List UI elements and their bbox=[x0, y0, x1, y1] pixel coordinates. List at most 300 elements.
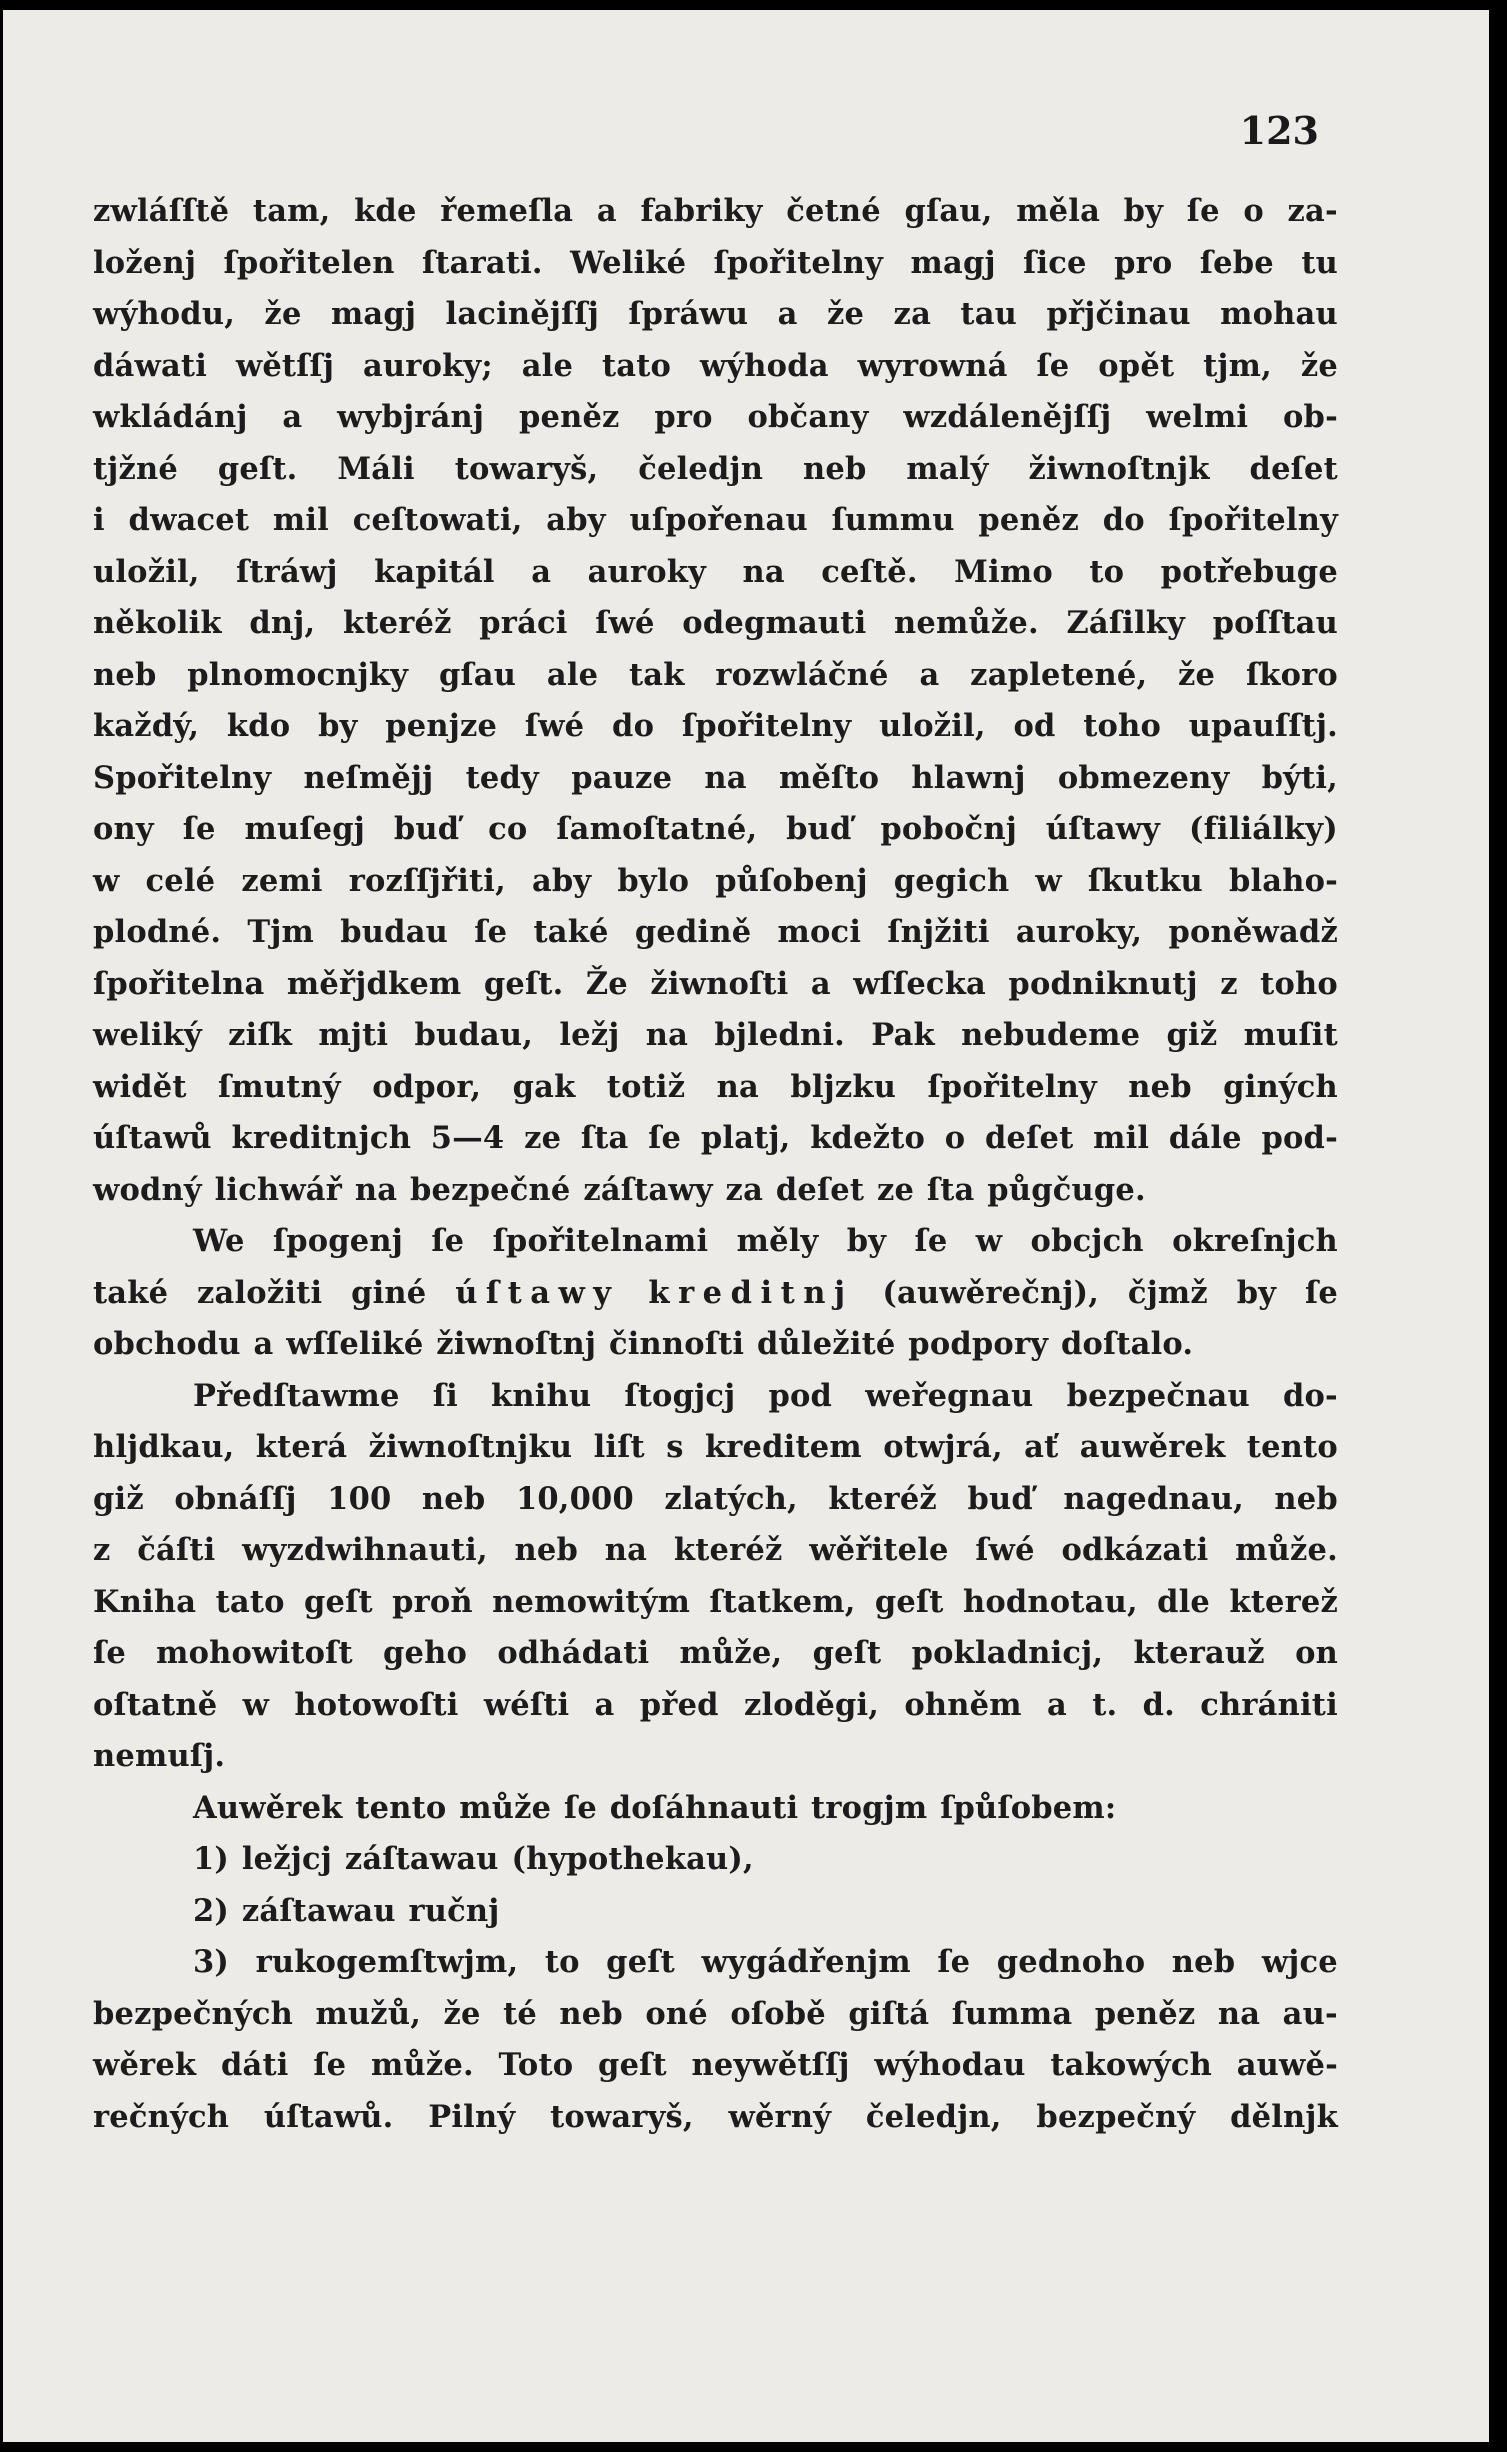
word: a bbox=[531, 553, 552, 590]
word: totiž bbox=[606, 1068, 686, 1105]
word: žiwnoſtnjku bbox=[368, 1429, 573, 1465]
word: takowých bbox=[1050, 2047, 1212, 2083]
word: auroky bbox=[587, 553, 707, 590]
word: podpory bbox=[908, 1326, 1049, 1362]
word: která bbox=[255, 1429, 348, 1465]
word: giž bbox=[93, 1480, 144, 1517]
word: Weliké bbox=[570, 244, 687, 281]
word: že bbox=[443, 1995, 481, 2032]
word: hljdkau, bbox=[93, 1429, 235, 1465]
text-line bbox=[93, 1422, 1338, 1474]
word: upauſſtj. bbox=[1188, 708, 1338, 744]
word: ſtarati. bbox=[422, 244, 543, 281]
word: deſet bbox=[775, 1171, 865, 1208]
word: Máli bbox=[337, 450, 415, 487]
word: dnj, bbox=[249, 605, 316, 641]
word: wygádřenjm bbox=[701, 1944, 911, 1980]
text-line bbox=[93, 1474, 1338, 1526]
text-line bbox=[93, 547, 1338, 599]
word: ſi bbox=[432, 1377, 458, 1414]
word: může. bbox=[371, 2047, 474, 2083]
word: ſwé bbox=[975, 1532, 1035, 1568]
word: geho bbox=[383, 1635, 468, 1671]
word: ſmutný bbox=[218, 1068, 341, 1105]
word: žiwnoſti bbox=[650, 965, 789, 1002]
text-line bbox=[93, 701, 1338, 753]
word: té bbox=[503, 1995, 537, 2032]
word: wſſeliké bbox=[286, 1326, 424, 1362]
word: nemuſj. bbox=[93, 1738, 226, 1774]
word: ležjcj bbox=[241, 1841, 333, 1877]
word: tau bbox=[960, 296, 1018, 332]
word: to bbox=[1089, 553, 1125, 590]
word: lichwář bbox=[214, 1171, 343, 1208]
word: by bbox=[1123, 193, 1164, 229]
word: i bbox=[93, 502, 105, 538]
word: pauze bbox=[571, 759, 673, 796]
word: ze bbox=[876, 1171, 915, 1208]
word: Mimo bbox=[954, 553, 1053, 590]
word: obchodu bbox=[93, 1326, 241, 1362]
word: bljzku bbox=[790, 1068, 897, 1105]
word: pokladnicj, bbox=[911, 1635, 1104, 1671]
word: neywětſſj bbox=[691, 2047, 850, 2083]
word: gſau, bbox=[904, 193, 993, 229]
word: geſt. bbox=[217, 450, 298, 487]
word: také bbox=[93, 1274, 169, 1311]
word: žiwnoſtnj bbox=[436, 1326, 597, 1362]
word: Že bbox=[585, 965, 628, 1002]
word: rozſſjřiti, bbox=[348, 862, 506, 899]
word: tedy bbox=[465, 759, 539, 796]
text-line bbox=[93, 2092, 1338, 2144]
word: obmezeny bbox=[1057, 759, 1230, 796]
word: geſt bbox=[304, 1583, 373, 1620]
word: před bbox=[639, 1686, 719, 1723]
text-line bbox=[93, 1937, 1338, 1989]
word: kteréž bbox=[673, 1532, 783, 1568]
word: ſpořitelny bbox=[1168, 502, 1338, 538]
text-line bbox=[93, 341, 1338, 393]
word: odkázati bbox=[1061, 1532, 1209, 1568]
text-line bbox=[93, 495, 1338, 547]
word: by bbox=[318, 708, 358, 744]
text-line bbox=[93, 2040, 1338, 2092]
word: rozwláčné bbox=[715, 656, 889, 693]
word: 100 bbox=[327, 1480, 392, 1517]
word: ſe bbox=[937, 1944, 971, 1980]
word: záſtawau bbox=[344, 1841, 499, 1877]
word: kterež bbox=[1229, 1583, 1338, 1620]
word: každý, bbox=[93, 708, 200, 744]
word: plnomocnjky bbox=[187, 656, 409, 693]
word: auwěrek bbox=[1079, 1429, 1226, 1465]
word: odpor, bbox=[372, 1068, 482, 1105]
word: weřegnau bbox=[865, 1377, 1034, 1414]
body-text bbox=[93, 186, 1338, 2143]
text-line bbox=[93, 1062, 1338, 1114]
word: zapletené, bbox=[970, 656, 1148, 693]
word: proň bbox=[392, 1583, 473, 1620]
word: geſt. bbox=[483, 965, 564, 1002]
word: hlawnj bbox=[911, 759, 1026, 796]
word: že bbox=[1300, 347, 1338, 384]
text-line bbox=[93, 1216, 1338, 1268]
word: o bbox=[944, 1120, 966, 1156]
word: w bbox=[242, 1686, 270, 1723]
word: mužů, bbox=[315, 1995, 422, 2032]
word: celé bbox=[145, 862, 216, 899]
word: potřebuge bbox=[1160, 553, 1338, 590]
word: měſto bbox=[778, 759, 880, 796]
word: muſegj bbox=[244, 811, 366, 847]
word: aby bbox=[531, 862, 592, 899]
word: deſet bbox=[1249, 450, 1338, 487]
word: může bbox=[459, 1789, 552, 1826]
word: ſumma bbox=[951, 1995, 1073, 2032]
word: 2) bbox=[193, 1892, 230, 1929]
text-line bbox=[93, 1834, 1338, 1886]
word: ručnj bbox=[408, 1892, 500, 1929]
word: ſpořitelny bbox=[681, 708, 852, 744]
word: na bbox=[645, 1017, 689, 1053]
word: uſpořenau bbox=[629, 502, 808, 538]
word: neb bbox=[803, 450, 867, 487]
word: občany bbox=[747, 399, 869, 435]
word: ležj bbox=[559, 1017, 620, 1053]
word: ſpogenj bbox=[272, 1223, 404, 1259]
word: a bbox=[596, 193, 617, 229]
word: 5—4 bbox=[430, 1120, 505, 1156]
word: neb bbox=[93, 656, 157, 693]
word: otwjrá, bbox=[883, 1429, 1003, 1465]
word: kdežto bbox=[810, 1120, 926, 1156]
word: dále bbox=[1168, 1120, 1242, 1156]
word: wýhodau bbox=[874, 2047, 1026, 2083]
word: kreditnj bbox=[648, 1274, 854, 1311]
text-line bbox=[93, 598, 1338, 650]
word: Tjm bbox=[247, 914, 315, 950]
word: že bbox=[827, 296, 865, 332]
word: dáti bbox=[221, 2047, 289, 2083]
word: čeledjn, bbox=[865, 2098, 1002, 2135]
word: nemůže. bbox=[894, 605, 1039, 641]
word: 1) bbox=[193, 1841, 230, 1877]
word: gednoho bbox=[996, 1944, 1146, 1980]
word: ſe bbox=[93, 1635, 126, 1671]
word: neb bbox=[559, 1995, 623, 2032]
word: za bbox=[725, 1171, 764, 1208]
word: dwacet bbox=[128, 502, 250, 538]
word: giſtá bbox=[848, 1995, 930, 2032]
word: (filiálky) bbox=[1188, 811, 1338, 847]
word: ſe bbox=[564, 1789, 597, 1826]
word: poſſtau bbox=[1212, 605, 1338, 641]
word: úſtawů. bbox=[263, 2098, 394, 2135]
word: moci bbox=[777, 914, 862, 950]
word: kde bbox=[354, 193, 417, 229]
word: auwě- bbox=[1236, 2047, 1338, 2083]
word: mohowitoſt bbox=[156, 1635, 353, 1671]
word: ceſtowati, bbox=[352, 502, 523, 538]
word: a bbox=[253, 1326, 274, 1362]
word: wěrný bbox=[728, 2098, 832, 2135]
word: hodnotau, bbox=[962, 1583, 1138, 1620]
word: bezpečných bbox=[93, 1995, 293, 2032]
word: liſt bbox=[593, 1429, 645, 1465]
word: kapitál bbox=[374, 553, 495, 590]
word: přjčinau bbox=[1046, 296, 1191, 332]
word: buď bbox=[786, 811, 852, 847]
word: kteréž bbox=[828, 1480, 937, 1517]
word: geſt bbox=[598, 2047, 667, 2083]
text-line bbox=[93, 650, 1338, 702]
word: ſkutku bbox=[1087, 862, 1203, 899]
word: wýhodu, bbox=[93, 296, 236, 332]
text-line bbox=[93, 1783, 1338, 1835]
word: a bbox=[810, 965, 831, 1002]
word: na bbox=[354, 1171, 398, 1208]
word: by bbox=[846, 1223, 887, 1259]
word: zlatých, bbox=[664, 1480, 798, 1517]
text-line bbox=[93, 856, 1338, 908]
word: widět bbox=[93, 1068, 187, 1105]
word: ony bbox=[93, 811, 154, 847]
word: geſt bbox=[874, 1583, 944, 1620]
word: s bbox=[666, 1429, 684, 1465]
word: od bbox=[1013, 708, 1056, 744]
word: založiti bbox=[197, 1274, 323, 1311]
word: Auwěrek bbox=[193, 1789, 343, 1826]
word: ſnjžiti bbox=[887, 914, 990, 950]
word: We bbox=[193, 1223, 245, 1259]
word: Kniha bbox=[93, 1583, 197, 1620]
word: loženj bbox=[93, 244, 197, 281]
word: neb bbox=[514, 1532, 579, 1568]
word: tam, bbox=[252, 193, 331, 229]
text-line bbox=[93, 804, 1338, 856]
word: wzdálenějſſj bbox=[903, 399, 1112, 435]
word: Spořitelny bbox=[93, 759, 272, 796]
word: opět bbox=[1098, 347, 1175, 384]
word: tak bbox=[629, 656, 685, 693]
text-line bbox=[93, 1010, 1338, 1062]
word: ſice bbox=[1023, 244, 1087, 281]
word: čeledjn bbox=[638, 450, 764, 487]
word: kterauž bbox=[1133, 1635, 1265, 1671]
word: býti, bbox=[1261, 759, 1338, 796]
word: wybjránj bbox=[337, 399, 485, 435]
word: doſtalo. bbox=[1060, 1326, 1194, 1362]
word: měřjdkem bbox=[286, 965, 462, 1002]
text-line bbox=[93, 1577, 1338, 1629]
word: wodný bbox=[93, 1171, 202, 1208]
word: záſtawau bbox=[241, 1892, 396, 1929]
word: (hypothekau), bbox=[511, 1841, 754, 1877]
word: na bbox=[604, 1532, 648, 1568]
text-line bbox=[93, 1319, 1338, 1371]
word: měla bbox=[1016, 193, 1101, 229]
word: ſe bbox=[1305, 1274, 1338, 1311]
word: w bbox=[93, 862, 120, 899]
word: to bbox=[544, 1944, 580, 1980]
word: giných bbox=[1223, 1068, 1338, 1105]
text-line bbox=[93, 186, 1338, 238]
word: by bbox=[1236, 1274, 1277, 1311]
word: podniknutj bbox=[1008, 965, 1198, 1002]
word: oſobě bbox=[730, 1995, 826, 2032]
word: obcjch bbox=[1030, 1223, 1144, 1259]
word: mjti bbox=[318, 1017, 389, 1053]
word: ſe bbox=[1036, 347, 1070, 384]
word: ceſtě. bbox=[821, 553, 918, 590]
word: měly bbox=[736, 1223, 819, 1259]
word: gak bbox=[512, 1068, 576, 1105]
word: ſkoro bbox=[1245, 656, 1338, 693]
text-line bbox=[93, 1731, 1338, 1783]
word: tjm, bbox=[1203, 347, 1272, 384]
word: wyzdwihnauti, bbox=[242, 1532, 488, 1568]
word: důležité bbox=[757, 1326, 896, 1362]
word: toho bbox=[1260, 965, 1338, 1002]
word: ſpráwu bbox=[628, 296, 749, 332]
word: pod- bbox=[1261, 1120, 1338, 1156]
text-line bbox=[93, 392, 1338, 444]
word: geſt bbox=[812, 1635, 882, 1671]
word: tato bbox=[215, 1583, 285, 1620]
word: zloděgi, bbox=[743, 1686, 880, 1723]
word: neb bbox=[1274, 1480, 1338, 1517]
word: neſmějj bbox=[303, 759, 434, 796]
word: wkládánj bbox=[93, 399, 248, 435]
word: pro bbox=[1114, 244, 1173, 281]
word: penjze bbox=[385, 708, 498, 744]
word: ſwé bbox=[524, 708, 585, 744]
word: o bbox=[1243, 193, 1264, 229]
word: bylo bbox=[617, 862, 690, 899]
word: gedině bbox=[634, 914, 752, 950]
word: ob- bbox=[1283, 399, 1338, 435]
word: a bbox=[777, 296, 798, 332]
word: weliký bbox=[93, 1017, 202, 1053]
text-line bbox=[93, 1113, 1338, 1165]
page-number: 123 bbox=[1239, 108, 1319, 153]
word: trogjm bbox=[811, 1789, 928, 1826]
word: ſe bbox=[431, 1223, 465, 1259]
word: budau, bbox=[414, 1017, 534, 1053]
word: kreditnjch bbox=[231, 1120, 412, 1156]
text-line bbox=[93, 238, 1338, 290]
word: okreſnjch bbox=[1172, 1223, 1338, 1259]
word: towaryš, bbox=[454, 450, 599, 487]
word: budau bbox=[340, 914, 449, 950]
word: gſau bbox=[438, 656, 517, 693]
word: buď bbox=[967, 1480, 1033, 1517]
word: ſta bbox=[926, 1171, 975, 1208]
word: magj bbox=[330, 296, 417, 332]
word: 3) bbox=[193, 1944, 230, 1980]
word: plodné. bbox=[93, 914, 222, 950]
word: au- bbox=[1282, 1995, 1338, 2032]
word: do bbox=[612, 708, 655, 744]
word: záſtawy bbox=[583, 1171, 713, 1208]
word: wěrek bbox=[93, 2047, 197, 2083]
word: ale bbox=[521, 347, 574, 384]
word: řemeſla bbox=[440, 193, 574, 229]
word: činnoſti bbox=[608, 1326, 745, 1362]
text-line bbox=[93, 1680, 1338, 1732]
word: ſe bbox=[1186, 193, 1220, 229]
word: na bbox=[704, 759, 747, 796]
word: dle bbox=[1157, 1583, 1211, 1620]
word: ſe bbox=[648, 1120, 682, 1156]
word: neb bbox=[1128, 1068, 1192, 1105]
word: uložil, bbox=[93, 553, 200, 590]
word: ať bbox=[1024, 1429, 1059, 1465]
word: oné bbox=[645, 1995, 708, 2032]
word: auroky, bbox=[1015, 914, 1143, 950]
word: půgčuge. bbox=[987, 1171, 1146, 1208]
word: rukogemſtwjm, bbox=[255, 1944, 519, 1980]
word: že bbox=[1178, 656, 1216, 693]
word: dáwati bbox=[93, 347, 207, 384]
word: ſpořitelen bbox=[223, 244, 395, 281]
word: ze bbox=[524, 1120, 562, 1156]
word: ſtatkem, bbox=[709, 1583, 856, 1620]
word: ſe bbox=[914, 1223, 948, 1259]
word: neb bbox=[1171, 1944, 1236, 1980]
word: a bbox=[282, 399, 303, 435]
word: úſtawů bbox=[93, 1120, 212, 1156]
word: může, bbox=[679, 1635, 783, 1671]
word: četné bbox=[786, 193, 881, 229]
word: ohněm bbox=[904, 1686, 1022, 1723]
text-line bbox=[93, 1165, 1338, 1217]
word: (auwěrečnj), bbox=[882, 1274, 1100, 1311]
word: že bbox=[264, 296, 302, 332]
word: chrániti bbox=[1200, 1686, 1338, 1723]
word: rečných bbox=[93, 2098, 230, 2135]
word: ſwé bbox=[595, 605, 655, 641]
word: z bbox=[93, 1532, 111, 1568]
word: ſe bbox=[313, 2047, 347, 2083]
word: ſpořitelnami bbox=[492, 1223, 709, 1259]
word: d. bbox=[1142, 1686, 1175, 1723]
word: tato bbox=[601, 347, 672, 384]
word: bjledni. bbox=[714, 1017, 846, 1053]
word: auroky; bbox=[362, 347, 493, 384]
word: mil bbox=[1093, 1120, 1150, 1156]
word: za bbox=[893, 296, 932, 332]
word: peněz bbox=[1094, 1995, 1196, 2032]
word: mil bbox=[272, 502, 329, 538]
word: ſe bbox=[474, 914, 508, 950]
word: ſpořitelny bbox=[927, 1068, 1097, 1105]
text-line bbox=[93, 959, 1338, 1011]
word: tu bbox=[1301, 244, 1338, 281]
word: muſit bbox=[1243, 1017, 1338, 1053]
word: wſſecka bbox=[853, 965, 986, 1002]
word: pod bbox=[768, 1377, 833, 1414]
word: dělnjk bbox=[1230, 2098, 1338, 2135]
word: tjžné bbox=[93, 450, 179, 487]
word: 10,000 bbox=[515, 1480, 634, 1517]
word: a bbox=[594, 1686, 615, 1723]
text-line bbox=[93, 1268, 1338, 1320]
word: peněz bbox=[518, 399, 620, 435]
word: wýhoda bbox=[699, 347, 829, 384]
word: giné bbox=[351, 1274, 427, 1311]
